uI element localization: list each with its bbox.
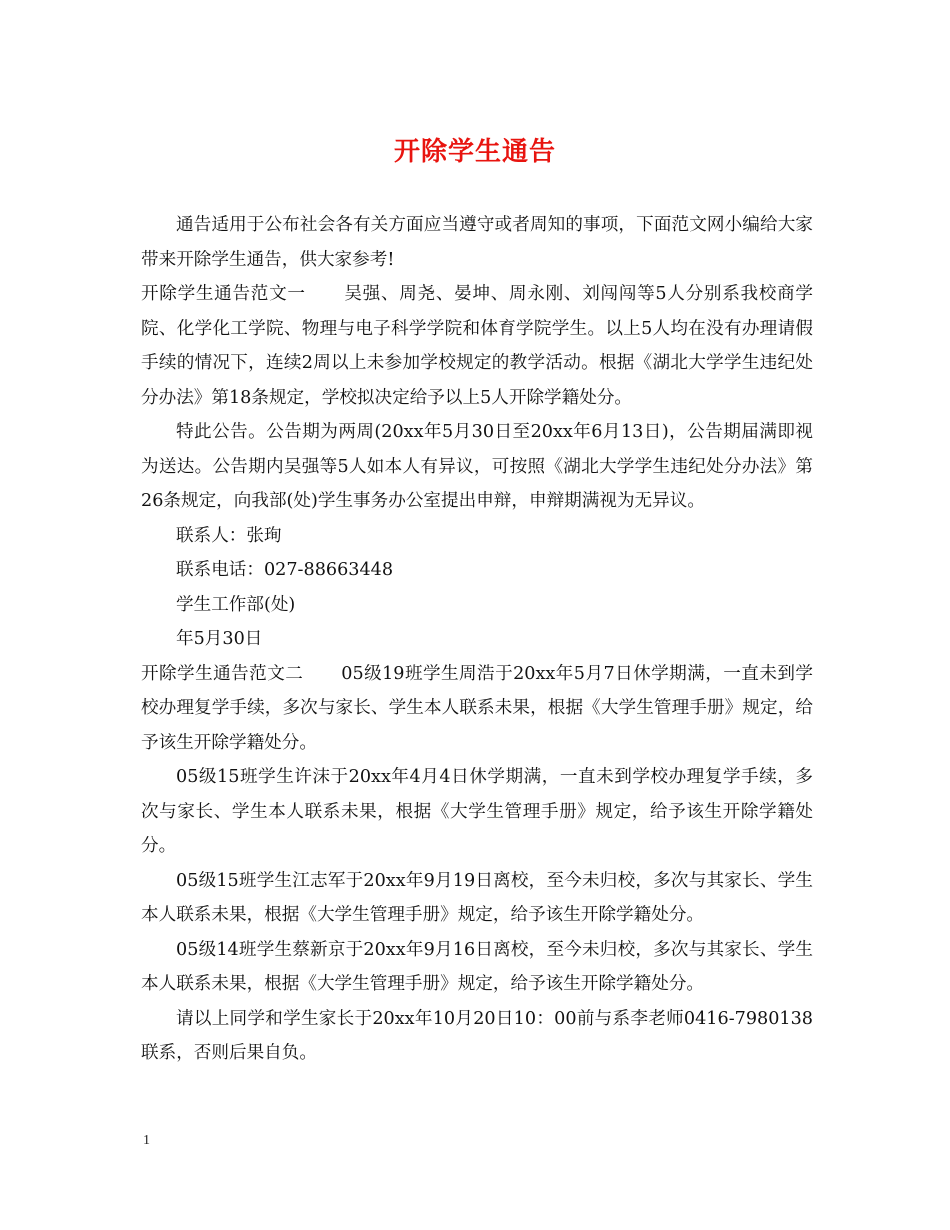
department-signature: 学生工作部(处) xyxy=(176,594,296,615)
sample1-paragraph xyxy=(141,277,813,415)
closing-paragraph: 请以上同学和学生家长于20xx年10月20日10：00前与系李老师0416-7980138联系，否则后果自负。 xyxy=(141,1008,813,1063)
case4-paragraph: 05级14班学生蔡新京于20xx年9月16日离校，至今未归校，多次与其家长、学生本人联系未果，根据《大学生管理手册》规定，给予该生开除学籍处分。 xyxy=(141,939,813,994)
contact-person: 联系人：张珣 xyxy=(176,525,282,546)
case3-paragraph: 05级15班学生江志军于20xx年9月19日离校，至今未归校，多次与其家长、学生本人联系未果，根据《大学生管理手册》规定，给予该生开除学籍处分。 xyxy=(141,870,813,925)
document-title: 开除学生通告 xyxy=(393,137,556,167)
case2-paragraph: 05级15班学生许沫于20xx年4月4日休学期满，一直未到学校办理复学手续，多次与家长、学生本人联系未果，根据《大学生管理手册》规定，给予该生开除学籍处分。 xyxy=(141,767,813,856)
page-number: 1 xyxy=(143,1133,150,1148)
document-body xyxy=(141,208,813,1071)
sample2-paragraph xyxy=(141,657,813,761)
sample2-label: 开除学生通告范文二 xyxy=(141,663,304,684)
sample1-text: 吴强、周尧、晏坤、周永刚、刘闯闯等5人分别系我校商学院、化学化工学院、物理与电子科学学院和体育学院学生。以上5人均在没有办理请假手续的情况下，连续2周以上未参加学校规定的教学活动。根据《湖北大学学生违纪处分办法》第18条规定，学校拟决定给予以上5人开除学籍处分。 xyxy=(141,284,813,408)
announcement-paragraph: 特此公告。公告期为两周(20xx年5月30日至20xx年6月13日)，公告期届满即视为送达。公告期内吴强等5人如本人有异议，可按照《湖北大学学生违纪处分办法》第26条规定，向我部(处)学生事务办公室提出申辩，申辩期满视为无异议。 xyxy=(141,422,813,511)
signature-date: 年5月30日 xyxy=(176,629,263,649)
sample2-text: 05级19班学生周浩于20xx年5月7日休学期满，一直未到学校办理复学手续，多次与家长、学生本人联系未果，根据《大学生管理手册》规定，给予该生开除学籍处分。 xyxy=(141,663,813,753)
contact-phone: 联系电话：027-88663448 xyxy=(176,560,394,580)
sample1-label: 开除学生通告范文一 xyxy=(141,284,306,304)
intro-paragraph: 通告适用于公布社会各有关方面应当遵守或者周知的事项，下面范文网小编给大家带来开除学生通告，供大家参考! xyxy=(141,215,813,270)
